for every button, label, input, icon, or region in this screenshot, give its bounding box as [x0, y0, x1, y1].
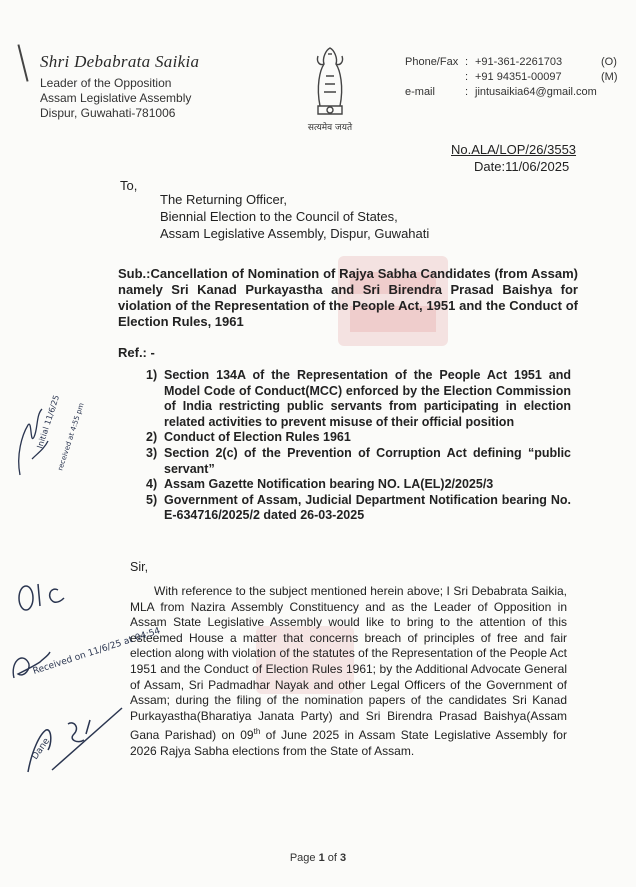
references-label: Ref.: -: [118, 345, 155, 360]
phone-label: Phone/Fax: [405, 56, 459, 68]
phone-mobile-tag: (M): [601, 71, 618, 83]
handwritten-signature-icon: [22, 700, 132, 780]
recipient-line: Biennial Election to the Council of States,: [160, 209, 398, 224]
phone-mobile: +91 94351-00097: [475, 71, 562, 83]
sender-location: Dispur, Guwahati-781006: [40, 106, 176, 120]
recipient-address: [160, 191, 429, 242]
national-emblem-icon: [290, 36, 370, 136]
recipient-line: The Returning Officer,: [160, 192, 287, 207]
references-list: [146, 368, 571, 524]
subject-text: Cancellation of Nomination of Rajya Sabha Candidates (from Assam) namely Sri Kanad Purkayastha and Sri Birendra Prasad Baishya for violation of the Representation of the People Act, 1951 and the Conduct of Election Rules, 1961: [118, 266, 578, 329]
reference-number: No.ALA/LOP/26/3553: [451, 142, 577, 157]
list-item: 1) Section 134A of the Representation of the People Act 1951 and Model Code of Conduct(MCC) enforced by the Election Commission of India restricting public servants from participating in election related activities to prevent misuse of their official position: [146, 368, 571, 429]
list-item: 4) Assam Gazette Notification bearing NO. LA(EL)2/2025/3: [146, 477, 494, 492]
subject-label: Sub.:: [118, 266, 151, 281]
letter-date: Date:11/06/2025: [474, 159, 570, 174]
letter-body: [130, 584, 567, 760]
list-item: 2) Conduct of Election Rules 1961: [146, 430, 351, 445]
handwritten-received-note-2: Received on 11/6/25 at 04:54: [31, 626, 162, 677]
email-address[interactable]: jintusaikia64@gmail.com: [475, 86, 597, 98]
handwritten-oc-icon: [14, 576, 74, 616]
corner-mark: [17, 44, 28, 81]
body-text-continued: of June 2025 in Assam State Legislative Assembly for 2026 Rajya Sabha elections from the State of Assam.: [130, 728, 567, 758]
list-item: 5) Government of Assam, Judicial Department Notification bearing No. E-634716/2025/2 dated 26-03-2025: [146, 492, 571, 523]
page-number: Page 1 of 3: [289, 852, 347, 864]
subject-block: [118, 266, 578, 330]
handwritten-initial-note: Initial 11/6/25: [35, 394, 62, 450]
sender-role: Leader of the Opposition: [40, 76, 172, 90]
to-label: To,: [120, 178, 138, 193]
handwritten-received-icon: [4, 622, 162, 702]
emblem-motto: सत्यमेव जयते: [307, 123, 353, 133]
sender-name: Shri Debabrata Saikia: [40, 52, 200, 71]
handwritten-signature-note: Dane: [30, 736, 53, 762]
list-item: 3) Section 2(c) of the Prevention of Corruption Act defining “public servant”: [146, 445, 571, 476]
contact-block: Phone/Fax : +91-361-2261703 (O) : +91 94351-00097 (M) e-mail : jintusaikia64@gmail.com: [405, 55, 621, 100]
handwritten-oc-note: O/c: [14, 614, 16, 615]
email-label: e-mail: [405, 86, 435, 98]
handwritten-initial-icon: [8, 375, 98, 485]
sender-block: [40, 52, 199, 121]
salutation: Sir,: [130, 560, 149, 574]
handwritten-received-note: received at 4:55 pm: [56, 401, 86, 472]
phone-office: +91-361-2261703: [475, 56, 563, 68]
body-superscript: th: [253, 727, 261, 737]
recipient-line: Assam Legislative Assembly, Dispur, Guwahati: [160, 226, 430, 241]
sender-org: Assam Legislative Assembly: [40, 91, 192, 105]
body-text: With reference to the subject mentioned herein above; I Sri Debabrata Saikia, MLA from Nazira Assembly Constituency and as the Leader of Opposition in Assam State Legislative Assembly would like to bring to the attention of this esteemed House a matter that concerns breach of principles of free and fair election along with violation of the statutes of the Representation of the People Act 1951 and the Conduct of Election Rules 1961; by the Additional Advocate General of Assam, Sri Padmadhar Nayak and other Legal Officers of the Government of Assam; during the filing of the nomination papers of the candidates Sri Kanad Purkayastha(Bharatiya Janata Party) and Sri Birendra Prasad Baishya(Assam Gana Parishad) on 09: [130, 584, 567, 743]
phone-office-tag: (O): [601, 56, 617, 68]
